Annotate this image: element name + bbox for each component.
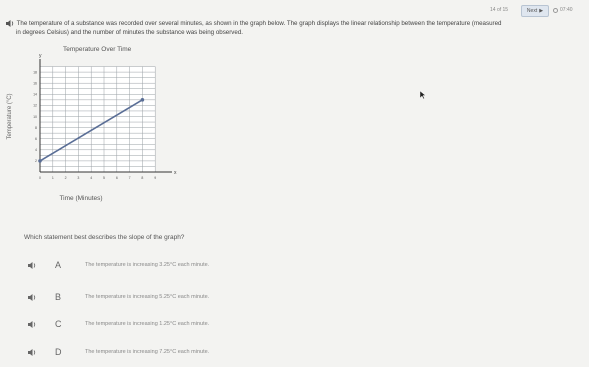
x-tick-label: 9 — [154, 176, 157, 180]
mouse-pointer-icon — [420, 86, 426, 104]
y-tick-label: 16 — [33, 81, 37, 86]
chart-title: Temperature Over Time — [63, 46, 132, 53]
choice-c[interactable] — [20, 317, 560, 333]
y-tick-label: 10 — [33, 114, 37, 119]
choice-letter: A — [55, 260, 62, 270]
choice-text: The temperature is increasing 7.25°C each minute. — [85, 349, 210, 355]
speaker-icon[interactable] — [28, 349, 37, 356]
x-tick-label: 1 — [51, 176, 54, 180]
y-tick-label: 12 — [33, 103, 37, 108]
choice-d[interactable] — [20, 345, 560, 361]
x-tick-label: 5 — [103, 176, 105, 180]
choice-letter: D — [55, 347, 62, 357]
x-axis-title: Time (Minutes) — [59, 195, 103, 202]
y-tick-label: 14 — [33, 92, 37, 97]
x-tick-label: 3 — [77, 176, 80, 180]
choice-text: The temperature is increasing 5.25°C each minute. — [85, 294, 210, 300]
y-tick-label: 2 — [35, 159, 37, 164]
y-axis-symbol: y — [39, 53, 42, 59]
choice-letter: B — [55, 292, 62, 302]
y-tick-label: 18 — [33, 70, 37, 75]
question-line-2: in degrees Celsius) and the number of minutes the substance was being observed. — [16, 29, 244, 36]
x-tick-label: 4 — [90, 176, 93, 180]
x-tick-label: 2 — [64, 176, 67, 180]
x-tick-label: 6 — [115, 176, 118, 180]
choice-text: The temperature is increasing 1.25°C each minute. — [85, 321, 210, 327]
x-tick-label: 7 — [128, 176, 131, 180]
plot-area — [40, 67, 155, 172]
choice-a[interactable] — [20, 258, 560, 274]
choice-letter: C — [55, 319, 62, 329]
y-axis-title: Temperature (°C) — [7, 93, 13, 140]
x-tick-label: 8 — [141, 176, 144, 180]
data-point — [38, 159, 42, 163]
timer-value: 07:40 — [560, 7, 573, 13]
x-axis-symbol: x — [174, 170, 177, 176]
y-tick-label: 8 — [35, 125, 37, 130]
speaker-icon[interactable] — [28, 294, 37, 301]
question-line-1: The temperature of a substance was recorded over several minutes, as shown in the graph below. The graph displays the linear relationship between the temperature (measured — [16, 20, 502, 27]
data-point — [141, 98, 145, 102]
speaker-icon[interactable] — [28, 262, 37, 269]
play-icon: ▶ — [539, 8, 544, 14]
choice-text: The temperature is increasing 3.25°C each minute. — [85, 262, 210, 268]
y-tick-label: 4 — [35, 148, 37, 153]
speaker-icon[interactable] — [28, 321, 37, 328]
choice-b[interactable] — [20, 290, 560, 306]
y-tick-label: 6 — [35, 137, 37, 141]
answer-prompt: Which statement best describes the slope of the graph? — [24, 234, 185, 241]
question-progress: 14 of 15 — [490, 7, 509, 13]
x-tick-label: 0 — [39, 176, 41, 180]
next-button-label: Next — [526, 8, 538, 14]
